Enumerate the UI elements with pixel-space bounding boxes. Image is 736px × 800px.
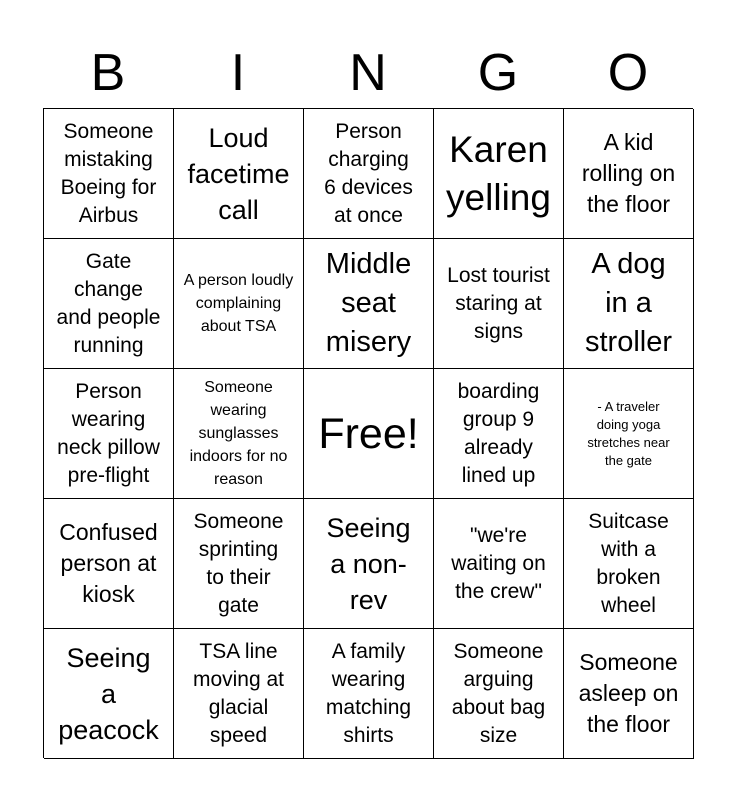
bingo-cell-r3c2[interactable] xyxy=(174,369,304,499)
bingo-grid xyxy=(43,108,693,758)
bingo-cell-r4c1[interactable] xyxy=(44,499,174,629)
bingo-cell-r3c1[interactable] xyxy=(44,369,174,499)
bingo-cell-r1c3[interactable] xyxy=(304,109,434,239)
bingo-cell-r4c5[interactable] xyxy=(564,499,694,629)
cell-text: Someone arguing about bag size xyxy=(451,639,546,747)
bingo-cell-r3c5[interactable] xyxy=(564,369,694,499)
cell-text: A person loudly complaining about TSA xyxy=(183,272,294,335)
cell-text: Person wearing neck pillow pre-flight xyxy=(57,379,160,487)
cell-text: Confused person at kiosk xyxy=(59,519,158,607)
bingo-cell-r5c1[interactable] xyxy=(44,629,174,759)
cell-text: Person charging 6 devices at once xyxy=(324,119,413,227)
header-letter-i: I xyxy=(230,44,246,102)
bingo-cell-r2c5[interactable] xyxy=(564,239,694,369)
bingo-cell-r2c4[interactable] xyxy=(434,239,564,369)
bingo-cell-r5c2[interactable] xyxy=(174,629,304,759)
bingo-cell-r4c4[interactable] xyxy=(434,499,564,629)
cell-text: boarding group 9 already lined up xyxy=(457,379,540,487)
cell-text: A family wearing matching shirts xyxy=(325,639,412,747)
bingo-cell-r1c2[interactable] xyxy=(174,109,304,239)
bingo-cell-r5c3[interactable] xyxy=(304,629,434,759)
bingo-cell-r5c5[interactable] xyxy=(564,629,694,759)
cell-text: Someone sprinting to their gate xyxy=(193,509,284,617)
cell-text: Seeing a non-rev xyxy=(326,512,411,615)
bingo-cell-r4c2[interactable] xyxy=(174,499,304,629)
cell-text: Middle seat misery xyxy=(325,248,412,358)
bingo-header xyxy=(43,38,693,108)
free-space-label: Free! xyxy=(318,409,419,458)
bingo-cell-r1c5[interactable] xyxy=(564,109,694,239)
cell-text: "we're waiting on the crew" xyxy=(451,523,546,603)
bingo-cell-r5c4[interactable] xyxy=(434,629,564,759)
cell-text: Someone asleep on the floor xyxy=(578,649,679,737)
bingo-cell-r4c3[interactable] xyxy=(304,499,434,629)
bingo-cell-r3c4[interactable] xyxy=(434,369,564,499)
bingo-cell-r1c1[interactable] xyxy=(44,109,174,239)
cell-text: Loud facetime call xyxy=(187,122,290,225)
cell-text: Someone mistaking Boeing for Airbus xyxy=(60,119,157,227)
cell-text: Someone wearing sunglasses indoors for no reason xyxy=(189,379,288,488)
header-letter-n: N xyxy=(349,44,387,102)
bingo-cell-free[interactable] xyxy=(304,369,434,499)
cell-text: TSA line moving at glacial speed xyxy=(192,639,285,747)
cell-text: A dog in a stroller xyxy=(584,248,672,358)
header-letter-b: B xyxy=(90,44,126,102)
cell-text: Gate change and people running xyxy=(56,249,161,357)
cell-text: Lost tourist staring at signs xyxy=(447,263,550,343)
cell-text: A kid rolling on the floor xyxy=(581,129,676,217)
header-letter-g: G xyxy=(477,44,519,102)
bingo-cell-r2c2[interactable] xyxy=(174,239,304,369)
cell-text: Seeing a peacock xyxy=(58,642,159,745)
cell-text: Karen yelling xyxy=(446,128,551,218)
bingo-cell-r2c1[interactable] xyxy=(44,239,174,369)
bingo-cell-r2c3[interactable] xyxy=(304,239,434,369)
header-letter-o: O xyxy=(607,44,649,102)
cell-text: Suitcase with a broken wheel xyxy=(588,509,669,617)
bingo-cell-r1c4[interactable] xyxy=(434,109,564,239)
cell-text: - A traveler doing yoga stretches near the gate xyxy=(587,398,670,468)
